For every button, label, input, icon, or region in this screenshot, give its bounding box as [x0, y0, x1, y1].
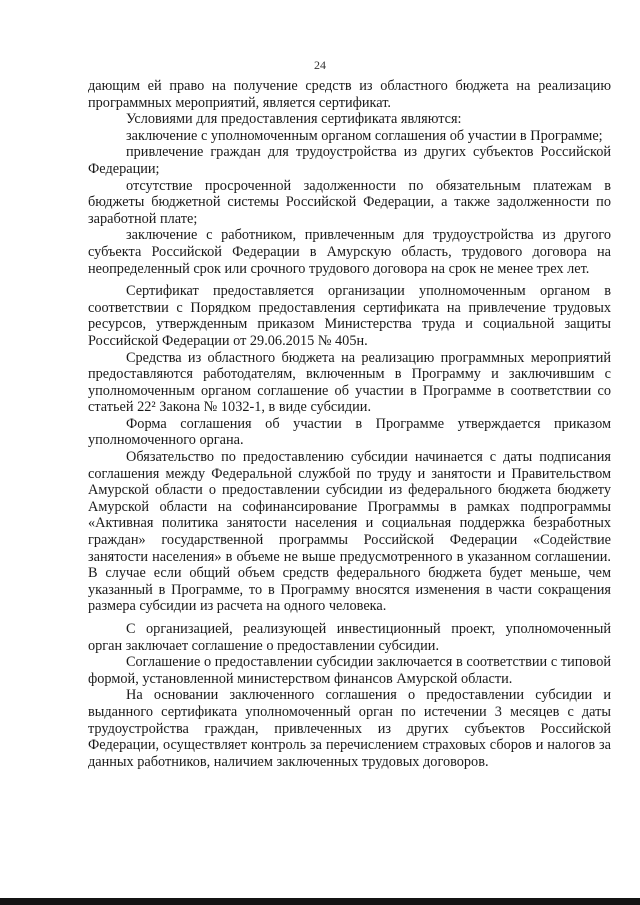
- paragraph-investment: С организацией, реализующей инвестиционный проект, уполномоченный орган заключает соглашение о предоставлении субсидии.: [88, 621, 611, 654]
- paragraph-certificate: Сертификат предоставляется организации уполномоченным органом в соответствии с Порядком предоставления сертификата на привлечение трудовых ресурсов, утвержденным приказом Министерства труда и социальной защиты Российской Федерации от 29.06.2015 № 405н.: [88, 283, 611, 349]
- scan-edge: [0, 898, 640, 905]
- paragraph-conditions-intro: Условиями для предоставления сертификата являются:: [126, 111, 462, 128]
- page-number: 24: [314, 58, 326, 72]
- paragraph-obligation: Обязательство по предоставлению субсидии начинается с даты подписания соглашения между Федеральной службой по труду и занятости и Правительством Амурской области о предоставлении субсидии из федерального бюджета бюджету Амурской области на софинансирование Программы в рамках подпрограммы «Активная политика занятости населения и социальная поддержка безработных граждан» государственной программы Российской Федерации «Содействие занятости населения» в объеме не выше предусмотренного в указанном соглашении. В случае если общий объем средств федерального бюджета будет меньше, чем указанный в Программе, то в Программу вносятся изменения в части сокращения размера субсидии из расчета на одного человека.: [88, 449, 611, 615]
- paragraph-agreement-form: Форма соглашения об участии в Программе утверждается приказом уполномоченного органа.: [88, 415, 611, 449]
- paragraph-condition-contract: заключение с работником, привлеченным для трудоустройства из другого субъекта Российской Федерации в Амурскую область, трудового договора на неопределенный срок или срочного трудового договора на срок не менее трех лет.: [88, 227, 611, 277]
- paragraph-continuation: дающим ей право на получение средств из областного бюджета на реализацию программных мероприятий, является сертификат.: [88, 78, 611, 111]
- paragraph-condition-no-debt: отсутствие просроченной задолженности по обязательным платежам в бюджеты бюджетной системы Российской Федерации, а также задолженности по заработной плате;: [88, 177, 611, 227]
- paragraph-standard-form: Соглашение о предоставлении субсидии заключается в соответствии с типовой формой, установленной министерством финансов Амурской области.: [88, 654, 611, 687]
- document-body: [88, 78, 611, 770]
- paragraph-control: На основании заключенного соглашения о предоставлении субсидии и выданного сертификата уполномоченный орган по истечении 3 месяцев с даты трудоустройства граждан, привлеченных из других субъектов Российской Федерации, осуществляет контроль за перечислением страховых сборов и налогов за данных работников, наличием заключенных трудовых договоров.: [88, 687, 611, 770]
- paragraph-condition-agreement: заключение с уполномоченным органом соглашения об участии в Программе;: [126, 127, 603, 144]
- paragraph-condition-attraction: привлечение граждан для трудоустройства из других субъектов Российской Федерации;: [88, 144, 611, 177]
- paragraph-funds: Средства из областного бюджета на реализацию программных мероприятий предоставляются работодателям, включенным в Программу и заключившим с уполномоченным органом соглашение об участии в Программе в соответствии со статьей 22² Закона № 1032-1, в виде субсидии.: [88, 349, 611, 416]
